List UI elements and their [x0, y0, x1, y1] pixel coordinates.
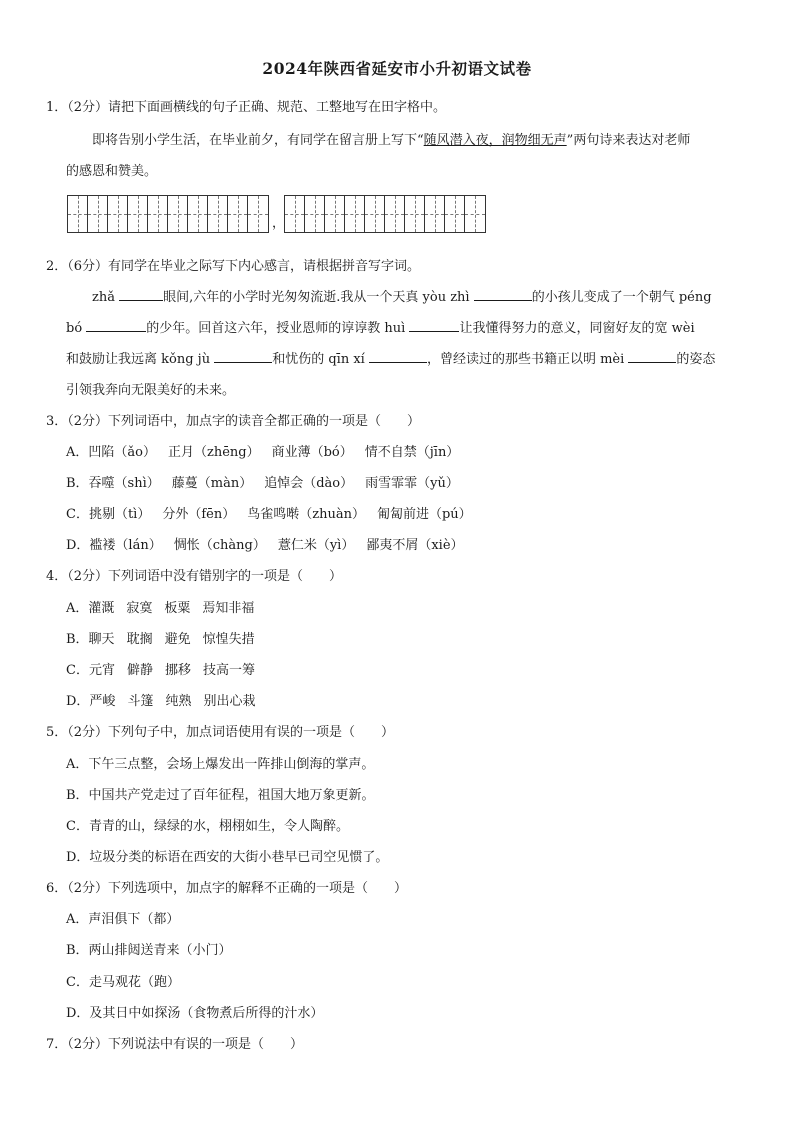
option-item: 鄙夷不屑（xiè）: [366, 538, 464, 553]
q6-option-c[interactable]: C．走马观花（跑）: [66, 975, 180, 990]
question-1-passage-line-1: [92, 129, 772, 148]
question-6-stem: 6．（2分）下列选项中，加点字的解释不正确的一项是（ ）: [46, 881, 408, 896]
grid-cell[interactable]: [208, 196, 228, 232]
option-item: 匍匐前进（pú）: [376, 507, 472, 522]
question-5-stem: 5．（2分）下列句子中，加点词语使用有误的一项是（ ）: [46, 725, 395, 740]
grid-cell[interactable]: [148, 196, 168, 232]
option-item: 惆怅（chàng）: [173, 538, 266, 553]
answer-blank[interactable]: [369, 349, 427, 363]
question-2-line-1: [92, 286, 772, 305]
q2-text: 的小孩儿变成了一个朝气 péng: [531, 290, 712, 305]
answer-blank[interactable]: [86, 318, 146, 332]
option-item: 惊惶失措: [202, 632, 255, 647]
grid-cell[interactable]: [285, 196, 305, 232]
grid-cell[interactable]: [325, 196, 345, 232]
q3-option-d[interactable]: [66, 534, 464, 553]
grid-cell[interactable]: [168, 196, 188, 232]
option-item: A．凹陷（ǎo）: [66, 445, 156, 460]
question-3-stem: 3．（2分）下列词语中，加点字的读音全都正确的一项是（ ）: [46, 414, 421, 429]
q6-option-b[interactable]: B．两山排闼送青来（小门）: [66, 943, 232, 958]
q3-option-a[interactable]: [66, 441, 459, 460]
option-item: C．挑剔（tì）: [66, 507, 151, 522]
q2-text: ，曾经读过的那些书籍正以明 mèi: [426, 352, 625, 367]
grid-cell[interactable]: [345, 196, 365, 232]
option-item: 藤蔓（màn）: [171, 476, 253, 491]
option-item: C．元宵: [66, 663, 115, 678]
q3-option-b[interactable]: [66, 472, 459, 491]
question-2-line-2: [66, 317, 746, 336]
answer-blank[interactable]: [214, 349, 272, 363]
question-7-stem: 7．（2分）下列说法中有误的一项是（ ）: [46, 1037, 304, 1052]
q1-post: ”两句诗来表达对老师: [566, 133, 691, 148]
q5-option-b[interactable]: B．中国共产党走过了百年征程，祖国大地万象更新。: [66, 788, 375, 803]
option-item: B．吞噬（shì）: [66, 476, 160, 491]
q4-option-c[interactable]: [66, 659, 255, 678]
grid-cell[interactable]: [228, 196, 248, 232]
option-item: 分外（fēn）: [162, 507, 236, 522]
q6-option-a[interactable]: A．声泪俱下（都）: [66, 912, 180, 927]
grid-cell[interactable]: [365, 196, 385, 232]
q2-text: 的少年。回首这六年，授业恩师的谆谆教 huì: [146, 321, 406, 336]
grid-cell[interactable]: [385, 196, 405, 232]
option-item: 僻静: [126, 663, 153, 678]
q3-option-c[interactable]: [66, 503, 472, 522]
option-item: 焉知非福: [202, 601, 255, 616]
option-item: 薏仁米（yì）: [277, 538, 355, 553]
q2-text: 和鼓励让我远离 kǒng jù: [66, 352, 211, 367]
grid-cell[interactable]: [405, 196, 425, 232]
option-item: 鸟雀鸣啭（zhuàn）: [247, 507, 365, 522]
option-item: 商业薄（bó）: [271, 445, 353, 460]
q2-text: 和忧伤的 qīn xí: [272, 352, 365, 367]
q1-underlined-verse: 随风潜入夜，润物细无声: [423, 133, 567, 148]
pinyin-bo: bó: [66, 321, 83, 336]
grid-cell[interactable]: [248, 196, 268, 232]
option-item: D．褴褛（lán）: [66, 538, 162, 553]
answer-blank[interactable]: [628, 349, 676, 363]
page-title: 2024年陕西省延安市小升初语文试卷: [262, 59, 532, 78]
grid-cell[interactable]: [188, 196, 208, 232]
grid-cell[interactable]: [445, 196, 465, 232]
q1-pre: 即将告别小学生活，在毕业前夕，有同学在留言册上写下“: [92, 133, 424, 148]
question-2-line-4: 引领我奔向无限美好的未来。: [66, 383, 236, 398]
grid-cell[interactable]: [305, 196, 325, 232]
question-1-passage-line-2: 的感恩和赞美。: [66, 164, 158, 179]
answer-blank[interactable]: [474, 287, 532, 301]
option-item: 情不自禁（jīn）: [364, 445, 460, 460]
grid-comma: ，: [272, 216, 286, 231]
option-item: 追悼会（dào）: [264, 476, 354, 491]
tianzige-grid-left[interactable]: [67, 195, 269, 233]
option-item: 技高一筹: [202, 663, 255, 678]
option-item: A．灌溉: [66, 601, 115, 616]
question-1-stem: 1．（2分）请把下面画横线的句子正确、规范、工整地写在田字格中。: [46, 100, 447, 115]
pinyin-zha: zhǎ: [92, 290, 115, 305]
q5-option-d[interactable]: D．垃圾分类的标语在西安的大街小巷早已司空见惯了。: [66, 850, 389, 865]
q4-option-d[interactable]: [66, 690, 255, 709]
grid-cell[interactable]: [425, 196, 445, 232]
option-item: 避免: [164, 632, 191, 647]
q2-text: 的姿态: [676, 352, 716, 367]
option-item: 板粟: [164, 601, 191, 616]
grid-cell[interactable]: [88, 196, 108, 232]
answer-blank[interactable]: [409, 318, 459, 332]
option-item: 挪移: [164, 663, 191, 678]
tianzige-grid-right[interactable]: [284, 195, 486, 233]
q5-option-c[interactable]: C．青青的山，绿绿的水，栩栩如生，令人陶醉。: [66, 819, 349, 834]
option-item: B．聊天: [66, 632, 115, 647]
answer-blank[interactable]: [119, 287, 163, 301]
option-item: 寂寞: [126, 601, 153, 616]
option-item: 耽搁: [126, 632, 153, 647]
q2-text: 眼间,六年的小学时光匆匆流逝.我从一个天真 yòu zhì: [163, 290, 470, 305]
option-item: 雨雪霏霏（yǔ）: [365, 476, 459, 491]
option-item: D．严峻: [66, 694, 116, 709]
grid-cell[interactable]: [465, 196, 485, 232]
option-item: 别出心栽: [203, 694, 256, 709]
q4-option-a[interactable]: [66, 597, 254, 616]
question-2-stem: 2．（6分）有同学在毕业之际写下内心感言，请根据拼音写字词。: [46, 259, 421, 274]
grid-cell[interactable]: [68, 196, 88, 232]
q5-option-a[interactable]: A．下午三点整，会场上爆发出一阵排山倒海的掌声。: [66, 757, 375, 772]
option-item: 正月（zhēng）: [167, 445, 260, 460]
q6-option-d[interactable]: D．及其日中如探汤（食物煮后所得的汁水）: [66, 1006, 324, 1021]
option-item: 纯熟: [165, 694, 192, 709]
grid-cell[interactable]: [108, 196, 128, 232]
question-2-line-3: [66, 348, 746, 367]
q4-option-b[interactable]: [66, 628, 255, 647]
grid-cell[interactable]: [128, 196, 148, 232]
question-4-stem: 4．（2分）下列词语中没有错别字的一项是（ ）: [46, 569, 343, 584]
q2-text: 让我懂得努力的意义，同窗好友的宽 wèi: [459, 321, 695, 336]
option-item: 斗篷: [127, 694, 154, 709]
